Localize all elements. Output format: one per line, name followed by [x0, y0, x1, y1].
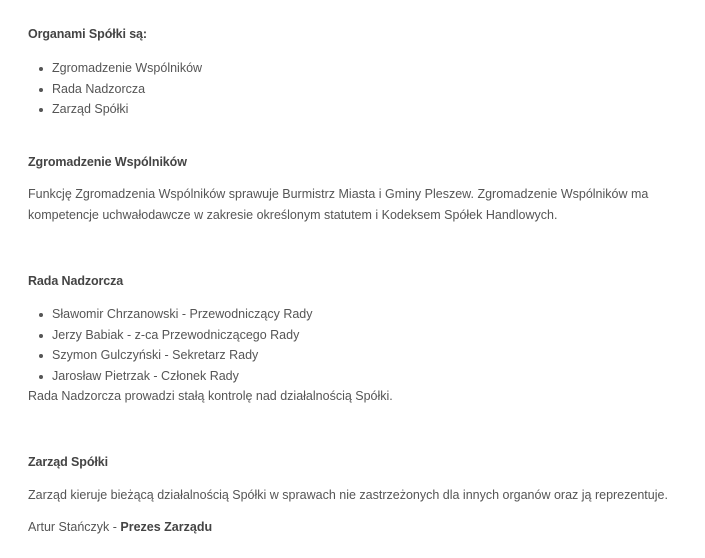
assembly-heading: Zgromadzenie Wspólników: [28, 155, 187, 169]
management-person: [28, 520, 212, 534]
management-heading: Zarząd Spółki: [28, 455, 108, 469]
list-item: Zgromadzenie Wspólników: [28, 58, 202, 79]
person-name: Artur Stańczyk -: [28, 520, 121, 534]
board-members-list: [28, 304, 313, 386]
bullet-icon: [39, 334, 43, 338]
bullet-icon: [39, 354, 43, 358]
management-description: Zarząd kieruje bieżącą działalnością Spółki w sprawach nie zastrzeżonych dla innych organów oraz ją reprezentuje.: [28, 488, 668, 502]
board-heading: Rada Nadzorcza: [28, 274, 124, 288]
list-item: Jerzy Babiak - z-ca Przewodniczącego Rady: [28, 325, 313, 346]
assembly-description-line-1: Funkcję Zgromadzenia Wspólników sprawuje Burmistrz Miasta i Gminy Pleszew. Zgromadzenie Wspólników ma: [28, 187, 649, 201]
bullet-icon: [39, 88, 43, 92]
list-item: Rada Nadzorcza: [28, 79, 202, 100]
bullet-icon: [39, 375, 43, 379]
bullet-icon: [39, 313, 43, 317]
assembly-description-line-2: kompetencje uchwałodawcze w zakresie określonym statutem i Kodeksem Spółek Handlowych.: [28, 208, 558, 222]
organs-heading: Organami Spółki są:: [28, 27, 147, 41]
list-item: Jarosław Pietrzak - Członek Rady: [28, 366, 313, 387]
person-role: Prezes Zarządu: [120, 520, 213, 534]
list-item: Szymon Gulczyński - Sekretarz Rady: [28, 345, 313, 366]
board-description: Rada Nadzorcza prowadzi stałą kontrolę nad działalnością Spółki.: [28, 389, 393, 403]
list-item: Sławomir Chrzanowski - Przewodniczący Rady: [28, 304, 313, 325]
bullet-icon: [39, 67, 43, 71]
list-item: Zarząd Spółki: [28, 99, 202, 120]
bullet-icon: [39, 108, 43, 112]
organs-list: [28, 58, 202, 120]
